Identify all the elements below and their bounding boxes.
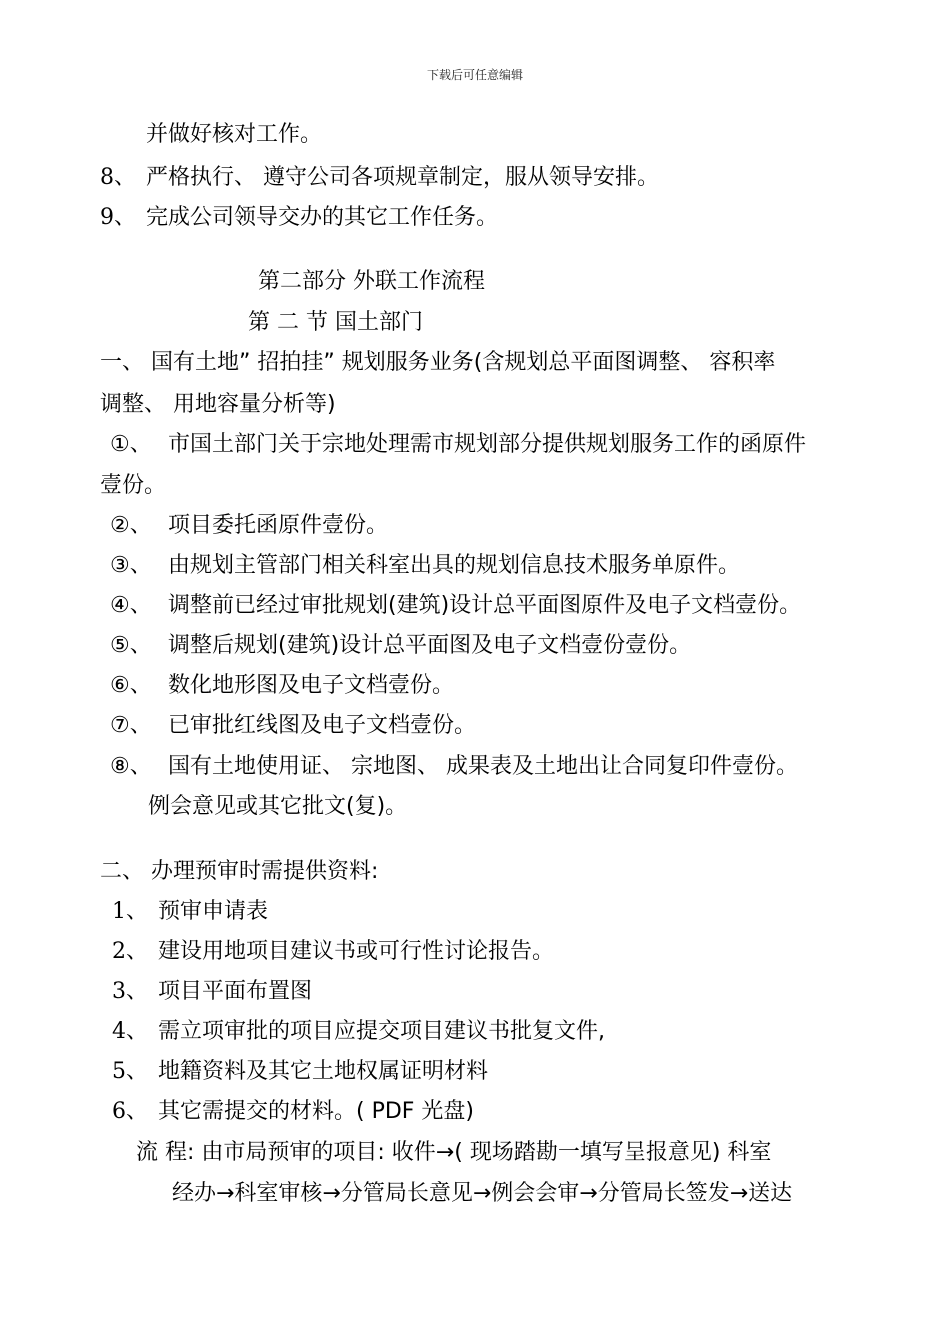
list-item-number: 1、 xyxy=(112,899,148,924)
list-item-text: 由规划主管部门相关科室出具的规划信息技术服务单原件。 xyxy=(168,553,741,578)
list-item xyxy=(100,165,659,191)
header-note: 下载后可任意编辑 xyxy=(426,68,523,82)
list-item-number: 9、 xyxy=(100,205,136,230)
list-item-text: 地籍资料及其它土地权属证明材料 xyxy=(158,1059,489,1084)
list-item-text: 项目委托函原件壹份。 xyxy=(168,513,389,538)
list-item-text: 数化地形图及电子文档壹份。 xyxy=(168,673,455,698)
list-item-number: 6、 xyxy=(112,1099,148,1124)
section2-heading: 二、 办理预审时需提供资料: xyxy=(100,859,379,884)
list-item xyxy=(112,979,312,1005)
list-item xyxy=(110,553,740,579)
list-item-text: 调整后规划(建筑)设计总平面图及电子文档壹份壹份。 xyxy=(168,633,692,658)
list-item-number: ⑤、 xyxy=(110,633,152,658)
list-item-text: 严格执行、 遵守公司各项规章制定，服从领导安排。 xyxy=(146,165,659,190)
list-item-text: 调整前已经过审批规划(建筑)设计总平面图原件及电子文档壹份。 xyxy=(168,593,802,618)
list-item-text: 市国土部门关于宗地处理需市规划部分提供规划服务工作的函原件 xyxy=(168,432,807,457)
list-item-number: 8、 xyxy=(100,165,136,190)
list-item xyxy=(110,513,388,539)
list-item xyxy=(110,593,801,619)
list-item xyxy=(110,432,806,458)
list-item-text: 项目平面布置图 xyxy=(158,979,313,1004)
section-title: 第 二 节 国土部门 xyxy=(248,310,423,335)
list-item xyxy=(112,1099,474,1125)
list-item xyxy=(112,1059,488,1085)
list-item-text: 完成公司领导交办的其它工作任务。 xyxy=(146,205,499,230)
list-item-number: ⑥、 xyxy=(110,673,152,698)
list-item-text: 需立项审批的项目应提交项目建议书批复文件, xyxy=(158,1019,605,1044)
list-item-continuation: 壹份。 xyxy=(100,473,167,498)
list-item xyxy=(110,754,798,780)
list-item xyxy=(110,673,454,699)
list-item-number: ①、 xyxy=(110,432,152,457)
list-item-text: 国有土地使用证、 宗地图、 成果表及土地出让合同复印件壹份。 xyxy=(168,754,798,779)
section1-heading-line1: 一、 国有土地” 招拍挂” 规划服务业务(含规划总平面图调整、 容积率 xyxy=(100,350,776,375)
list-item-text: 建设用地项目建议书或可行性讨论报告。 xyxy=(158,939,555,964)
list-item-number: ②、 xyxy=(110,513,152,538)
list-item-number: 2、 xyxy=(112,939,148,964)
list-item-text: 已审批红线图及电子文档壹份。 xyxy=(168,713,477,738)
list-item xyxy=(112,899,268,925)
list-item-number: ⑦、 xyxy=(110,713,152,738)
list-item xyxy=(100,205,498,231)
list-item xyxy=(112,1019,605,1045)
list-item xyxy=(110,713,476,739)
flow-line-2: 经办→科室审核→分管局长意见→例会会审→分管局长签发→送达 xyxy=(172,1181,793,1206)
list-item-continuation: 并做好核对工作。 xyxy=(146,122,323,147)
list-item-number: 4、 xyxy=(112,1019,148,1044)
list-item xyxy=(112,939,554,965)
list-item-number: 3、 xyxy=(112,979,148,1004)
list-item xyxy=(110,633,691,659)
list-item-number: 5、 xyxy=(112,1059,148,1084)
list-item-number: ⑧、 xyxy=(110,754,152,779)
list-item-text: 其它需提交的材料。( PDF 光盘) xyxy=(158,1099,475,1124)
list-item-text: 预审申请表 xyxy=(158,899,269,924)
part-title: 第二部分 外联工作流程 xyxy=(258,269,485,294)
list-item-number: ③、 xyxy=(110,553,152,578)
list-item-continuation: 例会意见或其它批文(复)。 xyxy=(148,794,408,819)
section1-heading-line2: 调整、 用地容量分析等) xyxy=(100,392,336,417)
flow-line-1: 流 程: 由市局预审的项目: 收件→( 现场踏勘一填写呈报意见) 科室 xyxy=(136,1140,772,1165)
list-item-number: ④、 xyxy=(110,593,152,618)
